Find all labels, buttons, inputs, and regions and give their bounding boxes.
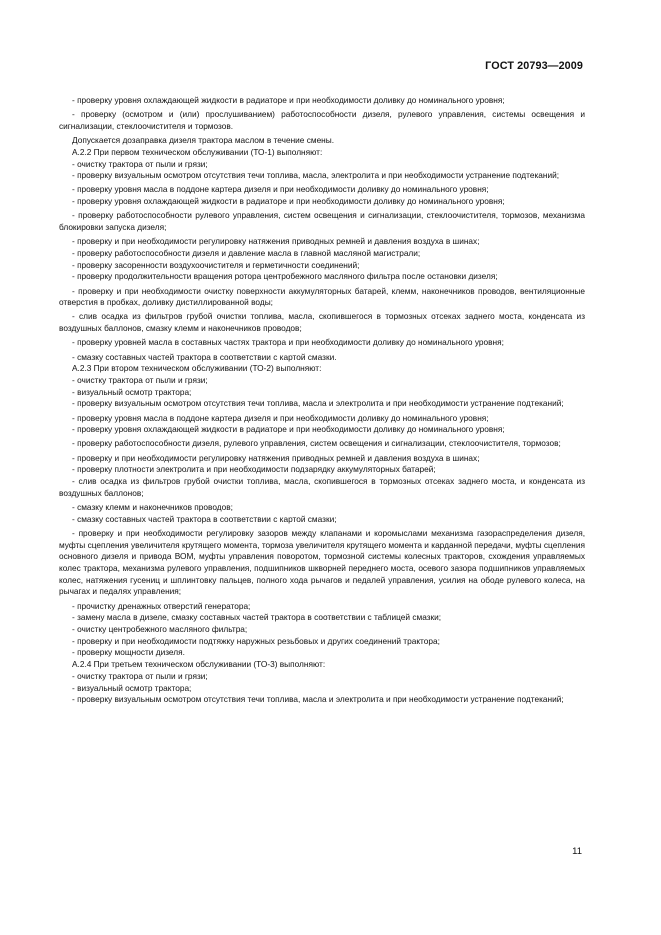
paragraph: - проверку мощности дизеля.: [72, 647, 185, 658]
paragraph: - проверку и при необходимости очистку поверхности аккумуляторных батарей, клемм, наконечников проводов, вентиляционные отверстия в пробках, доливку дистиллированной воды;: [59, 285, 585, 308]
paragraph: - проверку визуальным осмотром отсутствия течи топлива, масла и электролита и при необходимости устранение подтеканий;: [72, 694, 564, 705]
paragraph: - проверку уровня масла в поддоне картера дизеля и при необходимости доливку до номинального уровня;: [72, 184, 489, 195]
section-heading: А.2.3 При втором техническом обслуживании (ТО-2) выполняют:: [72, 363, 322, 374]
paragraph: - проверку уровня масла в поддоне картера дизеля и при необходимости доливку до номинального уровня;: [72, 412, 489, 423]
paragraph: - замену масла в дизеле, смазку составных частей трактора в соответствии с таблицей смазки;: [72, 612, 442, 623]
paragraph: - проверку работоспособности рулевого управления, систем освещения и сигнализации, стеклоочистителя, тормозов, механизма блокировки запуска дизеля;: [59, 210, 585, 233]
paragraph: - визуальный осмотр трактора;: [72, 386, 192, 397]
document-body: [59, 95, 585, 706]
paragraph: - проверку и при необходимости регулировку зазоров между клапанами и коромыслами механизма газораспределения дизеля, муфты сцепления увеличителя крутящего момента, тормоза увеличителя крутящего момента и карданной передачи, муфты сцепления основного дизеля и привода ВОМ, муфты управления поворотом, тормозной системы колесных тракторов, схождения управляемых колес трактора, механизма рулевого управления, подшипников шкворней переднего моста, осевого зазора подшипников управляемых колес, натяжения гусениц и шплинтовку пальцев, полного хода рычагов и педалей управления, усилия на ободе рулевого колеса, на рычагах и педалях управления;: [59, 527, 585, 597]
paragraph: - проверку визуальным осмотром отсутствия течи топлива, масла и электролита и при необходимости устранение подтеканий;: [72, 398, 564, 409]
paragraph: - проверку уровня охлаждающей жидкости в радиаторе и при необходимости доливку до номинального уровня;: [72, 95, 505, 105]
paragraph: - смазку составных частей трактора в соответствии с картой смазки;: [72, 513, 337, 524]
paragraph: - проверку уровня охлаждающей жидкости в радиаторе и при необходимости доливку до номинального уровня;: [72, 424, 505, 435]
paragraph: - проверку и при необходимости регулировку натяжения приводных ремней и давления воздуха в шинах;: [72, 452, 480, 463]
paragraph: Допускается дозаправка дизеля трактора маслом в течение смены.: [72, 135, 335, 146]
paragraph: - очистку трактора от пыли и грязи;: [72, 158, 208, 169]
paragraph: - смазку составных частей трактора в соответствии с картой смазки.: [72, 351, 337, 362]
paragraph: - проверку уровня охлаждающей жидкости в радиаторе и при необходимости доливку до номинального уровня;: [72, 196, 505, 207]
paragraph: - проверку (осмотром и (или) прослушиванием) работоспособности дизеля, рулевого управления, системы освещения и сигнализации, стеклоочистителя и тормозов.: [59, 109, 585, 131]
paragraph: - проверку и при необходимости регулировку натяжения приводных ремней и давления воздуха в шинах;: [72, 236, 480, 247]
document-code: ГОСТ 20793—2009: [485, 60, 583, 72]
paragraph: - проверку продолжительности вращения ротора центробежного масляного фильтра после остановки дизеля;: [72, 271, 498, 282]
section-heading: А.2.2 При первом техническом обслуживании (ТО-1) выполняют:: [72, 146, 323, 157]
paragraph: - смазку клемм и наконечников проводов;: [72, 502, 233, 512]
page-number: 11: [572, 846, 582, 857]
paragraph: - проверку и при необходимости подтяжку наружных резьбовых и других соединений трактора;: [72, 635, 440, 646]
section-heading: А.2.4 При третьем техническом обслуживании (ТО-3) выполняют:: [72, 659, 326, 670]
paragraph: - проверку засоренности воздухоочистителя и герметичности соединений;: [72, 259, 360, 270]
paragraph: - слив осадка из фильтров грубой очистки топлива, масла, скопившегося в тормозных отсеках заднего моста, конденсата из воздушных баллонов, смазку клемм и наконечников проводов;: [59, 311, 585, 334]
paragraph: - проверку работоспособности дизеля и давление масла в главной масляной магистрали;: [72, 247, 421, 258]
paragraph: - визуальный осмотр трактора;: [72, 682, 192, 693]
paragraph: - очистку трактора от пыли и грязи;: [72, 374, 208, 385]
paragraph: - проверку работоспособности дизеля, рулевого управления, систем освещения и сигнализации, стеклоочистителя, тормозов;: [72, 438, 561, 449]
paragraph: - очистку трактора от пыли и грязи;: [72, 670, 208, 681]
paragraph: - прочистку дренажных отверстий генератора;: [72, 600, 251, 611]
paragraph: - проверку визуальным осмотром отсутствия течи топлива, масла, электролита и при необходимости устранение подтеканий;: [72, 170, 560, 181]
paragraph: - проверку уровней масла в составных частях трактора и при необходимости доливку до номинального уровня;: [72, 337, 504, 348]
paragraph: - очистку центробежного масляного фильтра;: [72, 624, 248, 635]
paragraph: - проверку плотности электролита и при необходимости подзарядку аккумуляторных батарей;: [72, 464, 436, 475]
paragraph: - слив осадка из фильтров грубой очистки топлива, масла, скопившегося в тормозных отсеках заднего моста, и конденсата из воздушных баллонов;: [59, 476, 585, 498]
